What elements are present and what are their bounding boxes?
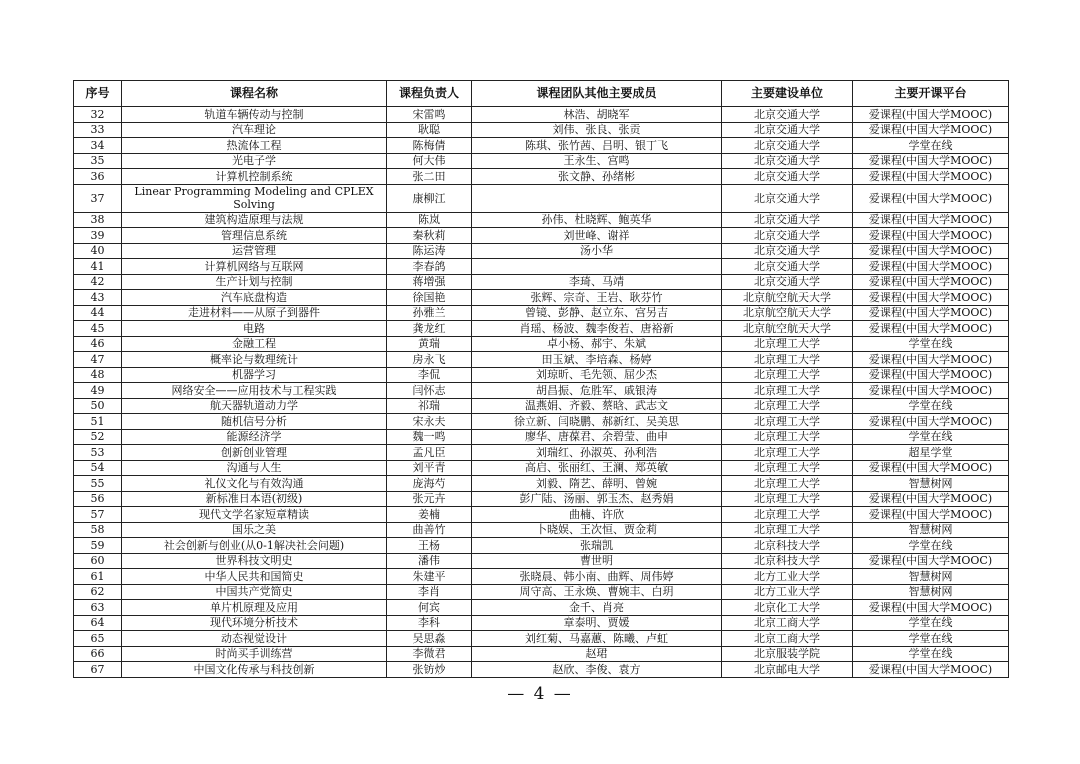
header-course-name: 课程名称 [122, 81, 387, 107]
table-row [74, 274, 1009, 290]
cell-team: 刘伟、张良、张贡 [472, 122, 722, 138]
cell-institution: 北京邮电大学 [722, 662, 853, 678]
table-header-row [74, 81, 1009, 107]
cell-platform: 学堂在线 [853, 429, 1009, 445]
cell-course-name: 中国文化传承与科技创新 [122, 662, 387, 678]
table-row [74, 476, 1009, 492]
cell-team: 张文静、孙绪彬 [472, 169, 722, 185]
cell-institution: 北京理工大学 [722, 507, 853, 523]
table-row [74, 184, 1009, 212]
cell-index: 49 [74, 383, 122, 399]
table-row [74, 429, 1009, 445]
table-row [74, 631, 1009, 647]
cell-course-name: 计算机控制系统 [122, 169, 387, 185]
cell-lead: 孙雅兰 [387, 305, 472, 321]
table-row [74, 169, 1009, 185]
cell-lead: 李微君 [387, 646, 472, 662]
cell-lead: 张二田 [387, 169, 472, 185]
cell-team: 赵珺 [472, 646, 722, 662]
cell-platform: 爱课程(中国大学MOOC) [853, 414, 1009, 430]
cell-platform: 爱课程(中国大学MOOC) [853, 243, 1009, 259]
cell-institution: 北京理工大学 [722, 367, 853, 383]
cell-platform: 爱课程(中国大学MOOC) [853, 491, 1009, 507]
cell-index: 55 [74, 476, 122, 492]
cell-team: 林浩、胡晓军 [472, 107, 722, 123]
cell-lead: 李侃 [387, 367, 472, 383]
cell-platform: 爱课程(中国大学MOOC) [853, 383, 1009, 399]
table-row [74, 522, 1009, 538]
cell-lead: 李肖 [387, 584, 472, 600]
cell-index: 57 [74, 507, 122, 523]
cell-team: 张晓晨、韩小南、曲辉、周伟婷 [472, 569, 722, 585]
cell-index: 58 [74, 522, 122, 538]
cell-index: 34 [74, 138, 122, 154]
cell-platform: 爱课程(中国大学MOOC) [853, 507, 1009, 523]
table-row [74, 569, 1009, 585]
header-platform: 主要开课平台 [853, 81, 1009, 107]
cell-index: 47 [74, 352, 122, 368]
cell-platform: 爱课程(中国大学MOOC) [853, 367, 1009, 383]
cell-course-name: 金融工程 [122, 336, 387, 352]
cell-institution: 北京理工大学 [722, 398, 853, 414]
cell-index: 39 [74, 228, 122, 244]
cell-platform: 学堂在线 [853, 631, 1009, 647]
table-row [74, 212, 1009, 228]
cell-platform: 智慧树网 [853, 584, 1009, 600]
cell-platform: 智慧树网 [853, 522, 1009, 538]
cell-platform: 爱课程(中国大学MOOC) [853, 305, 1009, 321]
cell-institution: 北京理工大学 [722, 414, 853, 430]
cell-platform: 智慧树网 [853, 569, 1009, 585]
cell-index: 42 [74, 274, 122, 290]
table-row [74, 646, 1009, 662]
cell-lead: 陈梅倩 [387, 138, 472, 154]
cell-institution: 北京交通大学 [722, 243, 853, 259]
cell-course-name: 轨道车辆传动与控制 [122, 107, 387, 123]
cell-institution: 北京理工大学 [722, 491, 853, 507]
cell-course-name: 机器学习 [122, 367, 387, 383]
cell-institution: 北京交通大学 [722, 184, 853, 212]
cell-team: 孙伟、杜晓辉、鲍英华 [472, 212, 722, 228]
cell-index: 44 [74, 305, 122, 321]
cell-lead: 宋永夫 [387, 414, 472, 430]
cell-lead: 朱建平 [387, 569, 472, 585]
cell-index: 56 [74, 491, 122, 507]
table-row [74, 584, 1009, 600]
cell-team: 刘琼昕、毛先领、屈少杰 [472, 367, 722, 383]
cell-institution: 北京航空航天大学 [722, 305, 853, 321]
cell-institution: 北京交通大学 [722, 138, 853, 154]
cell-team: 李琦、马靖 [472, 274, 722, 290]
cell-index: 51 [74, 414, 122, 430]
cell-platform: 爱课程(中国大学MOOC) [853, 259, 1009, 275]
table-row [74, 138, 1009, 154]
cell-index: 33 [74, 122, 122, 138]
cell-lead: 魏一鸣 [387, 429, 472, 445]
cell-platform: 学堂在线 [853, 615, 1009, 631]
table-row [74, 445, 1009, 461]
cell-course-name: 汽车理论 [122, 122, 387, 138]
cell-institution: 北京理工大学 [722, 383, 853, 399]
cell-platform: 爱课程(中国大学MOOC) [853, 460, 1009, 476]
cell-team: 田玉斌、李培森、杨婷 [472, 352, 722, 368]
cell-index: 45 [74, 321, 122, 337]
cell-course-name: 走进材料——从原子到器件 [122, 305, 387, 321]
cell-index: 36 [74, 169, 122, 185]
cell-lead: 张钫炒 [387, 662, 472, 678]
cell-index: 61 [74, 569, 122, 585]
cell-index: 54 [74, 460, 122, 476]
cell-institution: 北京理工大学 [722, 460, 853, 476]
cell-index: 60 [74, 553, 122, 569]
cell-lead: 李春鸽 [387, 259, 472, 275]
table-row [74, 600, 1009, 616]
course-table [73, 80, 1009, 678]
cell-team: 周守高、王永焕、曹婉丰、白玥 [472, 584, 722, 600]
cell-lead: 耿聪 [387, 122, 472, 138]
cell-course-name: 汽车底盘构造 [122, 290, 387, 306]
cell-index: 46 [74, 336, 122, 352]
cell-lead: 康柳江 [387, 184, 472, 212]
cell-team: 胡昌振、危胜军、戚银涛 [472, 383, 722, 399]
cell-course-name: 现代文学名家短章精读 [122, 507, 387, 523]
cell-platform: 爱课程(中国大学MOOC) [853, 662, 1009, 678]
table-row [74, 553, 1009, 569]
cell-course-name: 管理信息系统 [122, 228, 387, 244]
table-row [74, 460, 1009, 476]
cell-team: 彭广陆、汤丽、郭玉杰、赵秀娟 [472, 491, 722, 507]
cell-institution: 北京工商大学 [722, 615, 853, 631]
cell-team: 曹世明 [472, 553, 722, 569]
cell-platform: 智慧树网 [853, 476, 1009, 492]
cell-index: 32 [74, 107, 122, 123]
page-number: — 4 — [507, 684, 573, 704]
cell-platform: 爱课程(中国大学MOOC) [853, 212, 1009, 228]
cell-team: 曾镜、彭静、赵立东、宫另吉 [472, 305, 722, 321]
cell-institution: 北京航空航天大学 [722, 290, 853, 306]
cell-index: 48 [74, 367, 122, 383]
cell-institution: 北京科技大学 [722, 553, 853, 569]
cell-course-name: 单片机原理及应用 [122, 600, 387, 616]
cell-institution: 北方工业大学 [722, 569, 853, 585]
cell-institution: 北京理工大学 [722, 352, 853, 368]
cell-lead: 姜楠 [387, 507, 472, 523]
cell-team: 赵欣、李俊、袁方 [472, 662, 722, 678]
cell-lead: 潘伟 [387, 553, 472, 569]
cell-course-name: 运营管理 [122, 243, 387, 259]
cell-course-name: 礼仪文化与有效沟通 [122, 476, 387, 492]
cell-team: 刘瑞红、孙淑英、孙利浩 [472, 445, 722, 461]
cell-lead: 秦秋莉 [387, 228, 472, 244]
cell-platform: 爱课程(中国大学MOOC) [853, 184, 1009, 212]
header-index: 序号 [74, 81, 122, 107]
cell-course-name: 时尚买手训练营 [122, 646, 387, 662]
cell-lead: 祁瑞 [387, 398, 472, 414]
cell-institution: 北京交通大学 [722, 107, 853, 123]
cell-platform: 爱课程(中国大学MOOC) [853, 107, 1009, 123]
cell-team: 刘红菊、马嘉蕙、陈曦、卢虹 [472, 631, 722, 647]
cell-team: 卓小杨、郝宇、朱斌 [472, 336, 722, 352]
table-row [74, 122, 1009, 138]
cell-platform: 学堂在线 [853, 538, 1009, 554]
cell-team: 金千、肖亮 [472, 600, 722, 616]
cell-course-name: 电路 [122, 321, 387, 337]
cell-lead: 陈运涛 [387, 243, 472, 259]
cell-platform: 爱课程(中国大学MOOC) [853, 228, 1009, 244]
cell-team [472, 259, 722, 275]
cell-platform: 爱课程(中国大学MOOC) [853, 553, 1009, 569]
table-row [74, 107, 1009, 123]
cell-index: 37 [74, 184, 122, 212]
cell-team: 廖华、唐葆君、余碧莹、曲申 [472, 429, 722, 445]
cell-course-name: 能源经济学 [122, 429, 387, 445]
table-row [74, 228, 1009, 244]
cell-platform: 爱课程(中国大学MOOC) [853, 600, 1009, 616]
cell-platform: 学堂在线 [853, 398, 1009, 414]
cell-course-name: 建筑构造原理与法规 [122, 212, 387, 228]
cell-platform: 学堂在线 [853, 646, 1009, 662]
cell-lead: 何大伟 [387, 153, 472, 169]
cell-institution: 北京理工大学 [722, 445, 853, 461]
cell-platform: 爱课程(中国大学MOOC) [853, 290, 1009, 306]
cell-institution: 北京工商大学 [722, 631, 853, 647]
header-institution: 主要建设单位 [722, 81, 853, 107]
cell-institution: 北京交通大学 [722, 153, 853, 169]
cell-institution: 北京服装学院 [722, 646, 853, 662]
table-row [74, 321, 1009, 337]
cell-team: 张瑞凯 [472, 538, 722, 554]
cell-index: 43 [74, 290, 122, 306]
cell-index: 63 [74, 600, 122, 616]
cell-course-name: 热流体工程 [122, 138, 387, 154]
table-row [74, 507, 1009, 523]
cell-institution: 北京交通大学 [722, 122, 853, 138]
cell-institution: 北京理工大学 [722, 429, 853, 445]
cell-team: 刘世峰、谢祥 [472, 228, 722, 244]
cell-course-name: 中国共产党简史 [122, 584, 387, 600]
cell-institution: 北京航空航天大学 [722, 321, 853, 337]
table-row [74, 662, 1009, 678]
cell-index: 59 [74, 538, 122, 554]
cell-platform: 超星学堂 [853, 445, 1009, 461]
cell-course-name: 光电子学 [122, 153, 387, 169]
cell-course-name: 动态视觉设计 [122, 631, 387, 647]
cell-course-name: 网络安全——应用技术与工程实践 [122, 383, 387, 399]
cell-lead: 黄瑞 [387, 336, 472, 352]
cell-index: 41 [74, 259, 122, 275]
table-row [74, 615, 1009, 631]
cell-institution: 北京理工大学 [722, 476, 853, 492]
cell-course-name: 生产计划与控制 [122, 274, 387, 290]
cell-team: 章泰明、贾媛 [472, 615, 722, 631]
table-row [74, 153, 1009, 169]
cell-institution: 北京交通大学 [722, 228, 853, 244]
cell-platform: 爱课程(中国大学MOOC) [853, 169, 1009, 185]
cell-course-name: 航天器轨道动力学 [122, 398, 387, 414]
cell-course-name: 随机信号分析 [122, 414, 387, 430]
cell-course-name: 概率论与数理统计 [122, 352, 387, 368]
cell-platform: 爱课程(中国大学MOOC) [853, 122, 1009, 138]
cell-institution: 北京交通大学 [722, 212, 853, 228]
table-row [74, 398, 1009, 414]
cell-team: 徐立新、闫晓鹏、郝新红、吴美思 [472, 414, 722, 430]
cell-team: 王永生、宫鸣 [472, 153, 722, 169]
table-body [74, 107, 1009, 678]
cell-index: 64 [74, 615, 122, 631]
cell-institution: 北京交通大学 [722, 274, 853, 290]
table-row [74, 259, 1009, 275]
cell-institution: 北京化工大学 [722, 600, 853, 616]
cell-course-name: 计算机网络与互联网 [122, 259, 387, 275]
table-row [74, 243, 1009, 259]
cell-platform: 学堂在线 [853, 336, 1009, 352]
table-row [74, 305, 1009, 321]
cell-course-name: 世界科技文明史 [122, 553, 387, 569]
cell-lead: 张元卉 [387, 491, 472, 507]
cell-lead: 陈岚 [387, 212, 472, 228]
cell-institution: 北京交通大学 [722, 259, 853, 275]
cell-index: 66 [74, 646, 122, 662]
cell-platform: 学堂在线 [853, 138, 1009, 154]
table-row [74, 352, 1009, 368]
cell-lead: 曲善竹 [387, 522, 472, 538]
cell-index: 52 [74, 429, 122, 445]
cell-lead: 房永飞 [387, 352, 472, 368]
cell-lead: 李科 [387, 615, 472, 631]
cell-course-name: 沟通与人生 [122, 460, 387, 476]
cell-index: 67 [74, 662, 122, 678]
cell-institution: 北京理工大学 [722, 522, 853, 538]
cell-institution: 北京科技大学 [722, 538, 853, 554]
cell-course-name: 国乐之美 [122, 522, 387, 538]
table-row [74, 491, 1009, 507]
cell-team: 曲楠、许欣 [472, 507, 722, 523]
cell-lead: 徐国艳 [387, 290, 472, 306]
cell-platform: 爱课程(中国大学MOOC) [853, 153, 1009, 169]
cell-institution: 北京理工大学 [722, 336, 853, 352]
cell-lead: 孟凡臣 [387, 445, 472, 461]
cell-team: 肖瑶、杨波、魏李俊若、唐裕新 [472, 321, 722, 337]
cell-index: 53 [74, 445, 122, 461]
cell-index: 62 [74, 584, 122, 600]
cell-team: 温燕娟、齐毅、蔡晗、武志文 [472, 398, 722, 414]
cell-index: 40 [74, 243, 122, 259]
cell-lead: 王杨 [387, 538, 472, 554]
cell-course-name: 创新创业管理 [122, 445, 387, 461]
cell-lead: 宋雷鸣 [387, 107, 472, 123]
cell-team: 张辉、宗奇、王岩、耿芬竹 [472, 290, 722, 306]
table-row [74, 336, 1009, 352]
cell-course-name: 新标准日本语(初级) [122, 491, 387, 507]
cell-team: 汤小华 [472, 243, 722, 259]
cell-institution: 北京交通大学 [722, 169, 853, 185]
cell-lead: 龚龙红 [387, 321, 472, 337]
cell-lead: 吴思淼 [387, 631, 472, 647]
cell-lead: 闫怀志 [387, 383, 472, 399]
cell-institution: 北方工业大学 [722, 584, 853, 600]
cell-course-name: 中华人民共和国简史 [122, 569, 387, 585]
cell-lead: 刘平青 [387, 460, 472, 476]
cell-platform: 爱课程(中国大学MOOC) [853, 274, 1009, 290]
cell-lead: 何宾 [387, 600, 472, 616]
cell-platform: 爱课程(中国大学MOOC) [853, 352, 1009, 368]
table-row [74, 414, 1009, 430]
cell-team: 刘毅、隋艺、薛明、曾婉 [472, 476, 722, 492]
table-row [74, 367, 1009, 383]
cell-platform: 爱课程(中国大学MOOC) [853, 321, 1009, 337]
cell-index: 38 [74, 212, 122, 228]
cell-lead: 蒋增强 [387, 274, 472, 290]
cell-team: 陈琪、张竹茜、吕明、银丁飞 [472, 138, 722, 154]
header-lead: 课程负责人 [387, 81, 472, 107]
cell-index: 50 [74, 398, 122, 414]
cell-team: 高启、张丽红、王澜、郑英敏 [472, 460, 722, 476]
cell-lead: 庞海芍 [387, 476, 472, 492]
cell-index: 35 [74, 153, 122, 169]
table-row [74, 538, 1009, 554]
cell-course-name: Linear Programming Modeling and CPLEX Solving [122, 184, 387, 212]
table-row [74, 290, 1009, 306]
table-row [74, 383, 1009, 399]
cell-team [472, 184, 722, 212]
header-team: 课程团队其他主要成员 [472, 81, 722, 107]
cell-team: 卜晓娱、王次恒、贾金莉 [472, 522, 722, 538]
cell-index: 65 [74, 631, 122, 647]
cell-course-name: 现代环境分析技术 [122, 615, 387, 631]
cell-course-name: 社会创新与创业(从0-1解决社会问题) [122, 538, 387, 554]
